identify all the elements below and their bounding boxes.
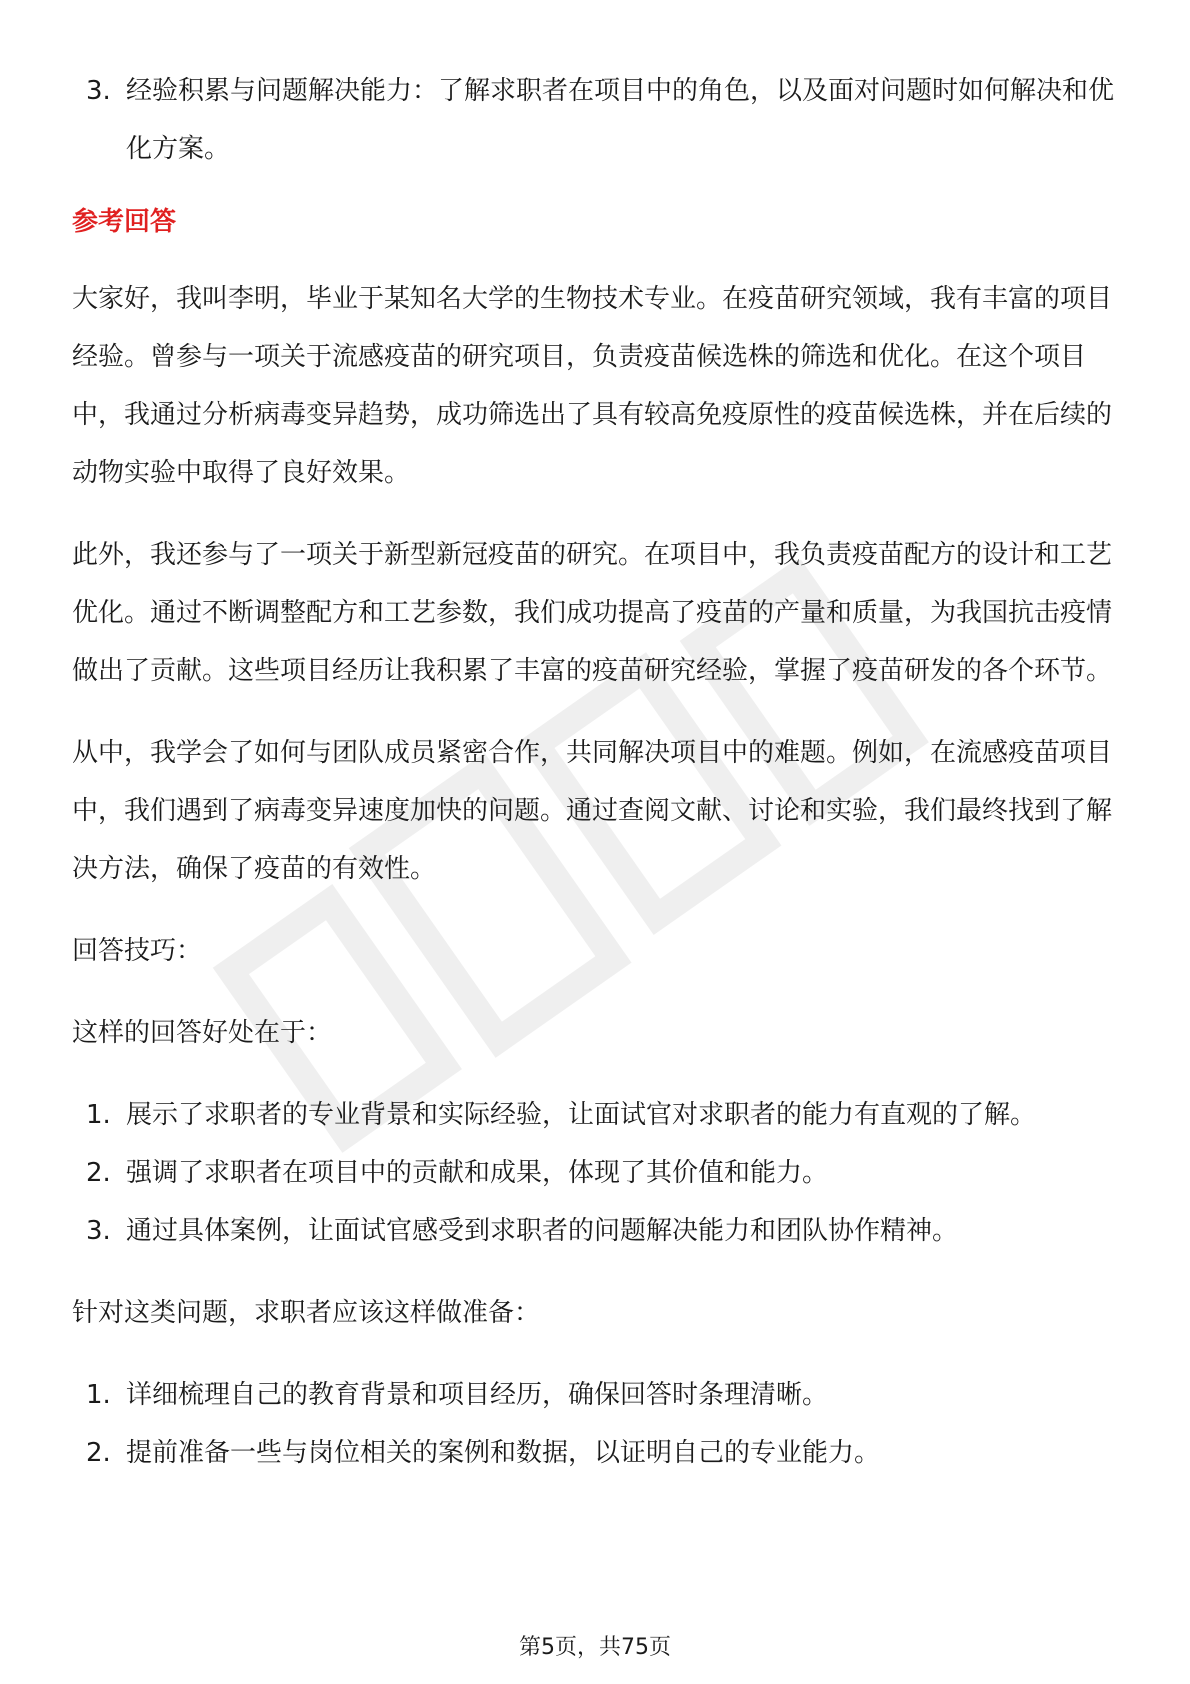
list-number: 3. [86,1216,111,1246]
section-title: 参考回答 [72,207,177,237]
prep-list [72,1366,1118,1482]
benefits-intro: 这样的回答好处在于： [72,1018,333,1048]
answer-paragraph-3: 从中，我学会了如何与团队成员紧密合作，共同解决项目中的难题。例如，在流感疫苗项目中，我们遇到了病毒变异速度加快的问题。通过查阅文献、讨论和实验，我们最终找到了解决方法，确保了疫苗的有效性。 [72,738,1113,884]
list-item [72,1086,1118,1144]
page-content [72,62,1118,1506]
prep-intro: 针对这类问题，求职者应该这样做准备： [72,1298,541,1328]
list-text: 经验积累与问题解决能力：了解求职者在项目中的角色，以及面对问题时如何解决和优化方案。 [126,76,1115,164]
list-text: 详细梳理自己的教育背景和项目经历，确保回答时条理清晰。 [126,1380,829,1410]
list-text: 展示了求职者的专业背景和实际经验，让面试官对求职者的能力有直观的了解。 [126,1100,1037,1130]
list-item [72,62,1118,178]
page-footer: 第5页，共75页 [519,1635,671,1660]
list-number: 1. [86,1100,111,1130]
list-item [72,1366,1118,1424]
list-text: 通过具体案例，让面试官感受到求职者的问题解决能力和团队协作精神。 [126,1216,959,1246]
list-text: 提前准备一些与岗位相关的案例和数据，以证明自己的专业能力。 [126,1438,881,1468]
list-item [72,1144,1118,1202]
list-text: 强调了求职者在项目中的贡献和成果，体现了其价值和能力。 [126,1158,829,1188]
answer-paragraph-2: 此外，我还参与了一项关于新型新冠疫苗的研究。在项目中，我负责疫苗配方的设计和工艺优化。通过不断调整配方和工艺参数，我们成功提高了疫苗的产量和质量，为我国抗击疫情做出了贡献。这些项目经历让我积累了丰富的疫苗研究经验，掌握了疫苗研发的各个环节。 [72,540,1113,686]
answer-paragraph-1: 大家好，我叫李明，毕业于某知名大学的生物技术专业。在疫苗研究领域，我有丰富的项目经验。曾参与一项关于流感疫苗的研究项目，负责疫苗候选株的筛选和优化。在这个项目中，我通过分析病毒变异趋势，成功筛选出了具有较高免疫原性的疫苗候选株，并在后续的动物实验中取得了良好效果。 [72,284,1113,488]
list-number: 2. [86,1438,111,1468]
list-number: 3. [86,76,111,106]
benefits-list [72,1086,1118,1260]
list-number: 1. [86,1380,111,1410]
list-item [72,1424,1118,1482]
list-item [72,1202,1118,1260]
list-number: 2. [86,1158,111,1188]
tips-label: 回答技巧： [72,936,203,966]
top-list [72,62,1118,178]
